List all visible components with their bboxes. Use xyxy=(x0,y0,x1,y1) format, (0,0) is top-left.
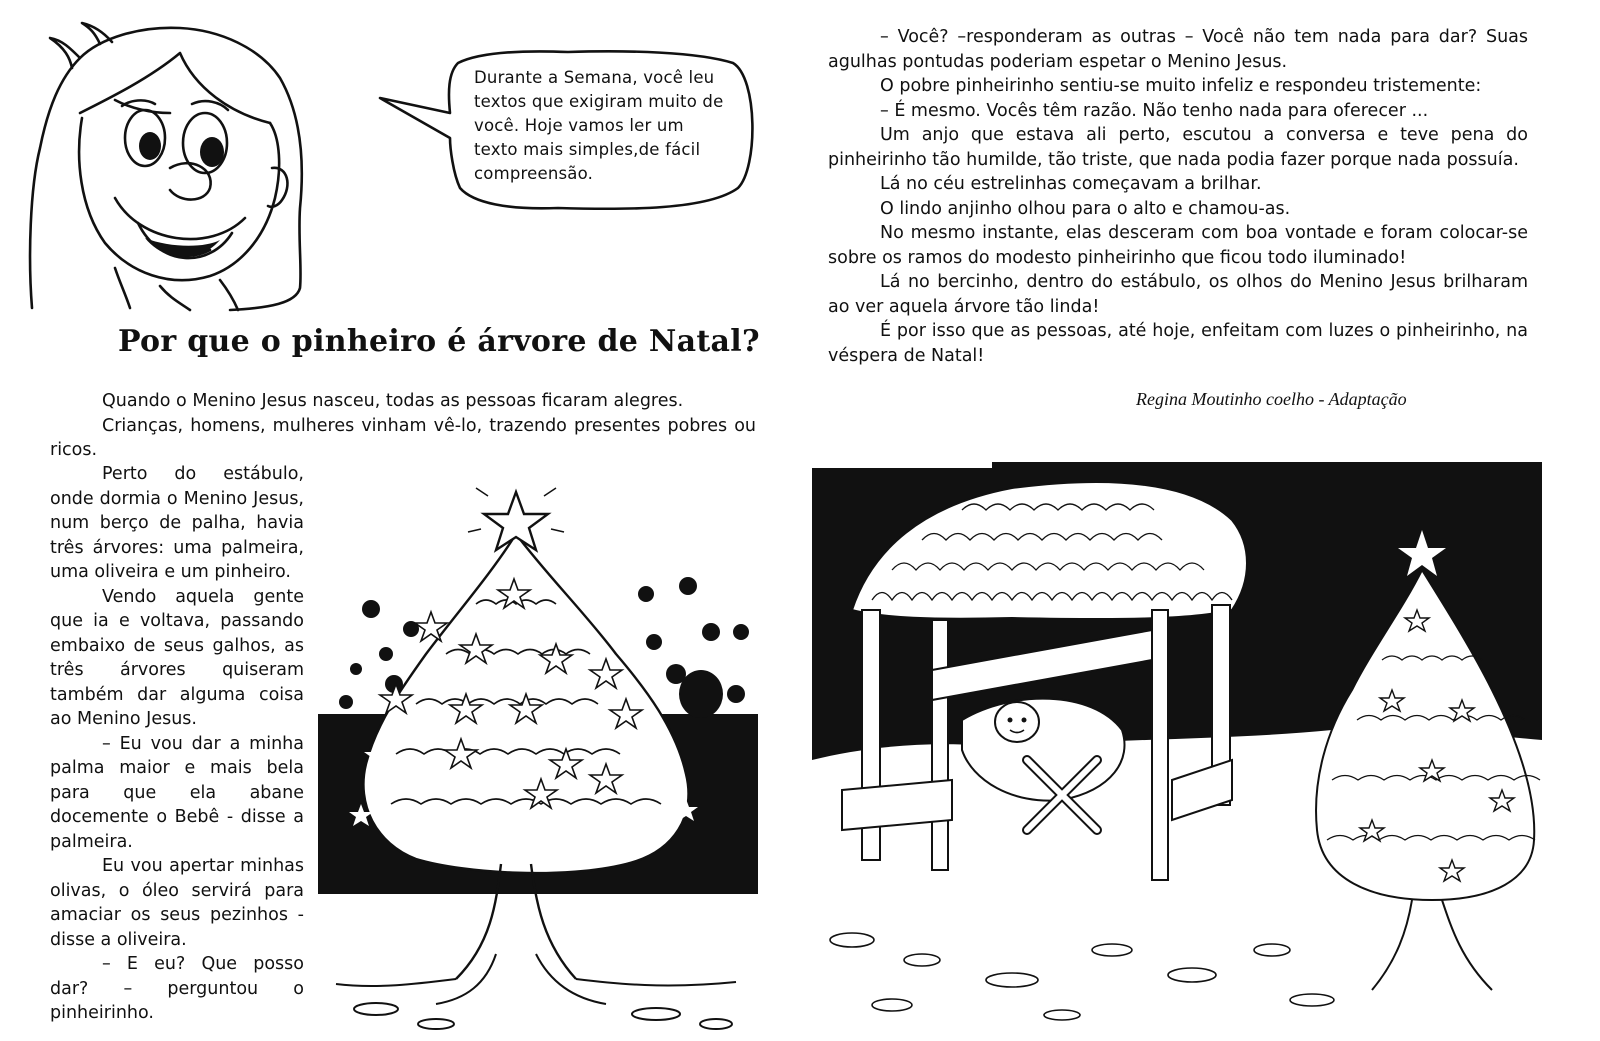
paragraph: Crianças, homens, mulheres vinham vê-lo, trazendo presentes pobres ou ricos. xyxy=(50,415,756,460)
left-column-full-text xyxy=(50,389,756,463)
paragraph: Eu vou apertar minhas olivas, o óleo servirá para amaciar os seus pezinhos - disse a oliveira. xyxy=(50,856,304,950)
paragraph: Vendo aquela gente que ia e voltava, passando embaixo de seus galhos, as três árvores quiseram também dar alguma coisa ao Menino Jesus. xyxy=(50,586,304,729)
speech-bubble-text: Durante a Semana, você leu textos que exigiram muito de você. Hoje vamos ler um texto mais simples,de fácil compreensão. xyxy=(474,68,724,183)
paragraph: Perto do estábulo, onde dormia o Menino Jesus, num berço de palha, havia três árvores: uma palmeira, uma oliveira e um pinheiro. xyxy=(50,464,304,582)
paragraph: Lá no bercinho, dentro do estábulo, os olhos do Menino Jesus brilharam ao ver aquela árvore tão linda! xyxy=(828,272,1528,317)
author-credit: Regina Moutinho coelho - Adaptação xyxy=(1136,389,1407,409)
paragraph: O lindo anjinho olhou para o alto e chamou-as. xyxy=(880,198,1291,219)
paragraph: – E eu? Que posso dar? – perguntou o pinheirinho. xyxy=(50,954,304,1023)
story-title: Por que o pinheiro é árvore de Natal? xyxy=(118,324,760,359)
right-column-text xyxy=(828,25,1528,368)
left-column-narrow-text xyxy=(50,462,304,1026)
paragraph: O pobre pinheirinho sentiu-se muito infeliz e respondeu tristemente: xyxy=(880,76,1482,96)
christmas-tree-illustration xyxy=(316,484,760,1034)
paragraph: – É mesmo. Vocês têm razão. Não tenho nada para oferecer ... xyxy=(880,100,1429,121)
nativity-illustration xyxy=(812,460,1542,1035)
paragraph: – Eu vou dar a minha palma maior e mais bela para que ela abane docemente o Bebê - disse a palmeira. xyxy=(50,733,304,852)
paragraph: Lá no céu estrelinhas começavam a brilhar. xyxy=(880,174,1262,194)
paragraph: – Você? –responderam as outras – Você não tem nada para dar? Suas agulhas pontudas poderiam espetar o Menino Jesus. xyxy=(828,27,1528,72)
paragraph: É por isso que as pessoas, até hoje, enfeitam com luzes o pinheirinho, na véspera de Natal! xyxy=(828,321,1528,366)
paragraph: Um anjo que estava ali perto, escutou a conversa e teve pena do pinheirinho tão humilde, tão triste, que nada podia fazer porque nada possuía. xyxy=(828,125,1528,170)
paragraph: No mesmo instante, elas desceram com boa vontade e foram colocar-se sobre os ramos do modesto pinheirinho que ficou todo iluminado! xyxy=(828,223,1528,268)
paragraph: Quando o Menino Jesus nasceu, todas as pessoas ficaram alegres. xyxy=(102,391,684,411)
girl-face-illustration xyxy=(20,18,320,318)
